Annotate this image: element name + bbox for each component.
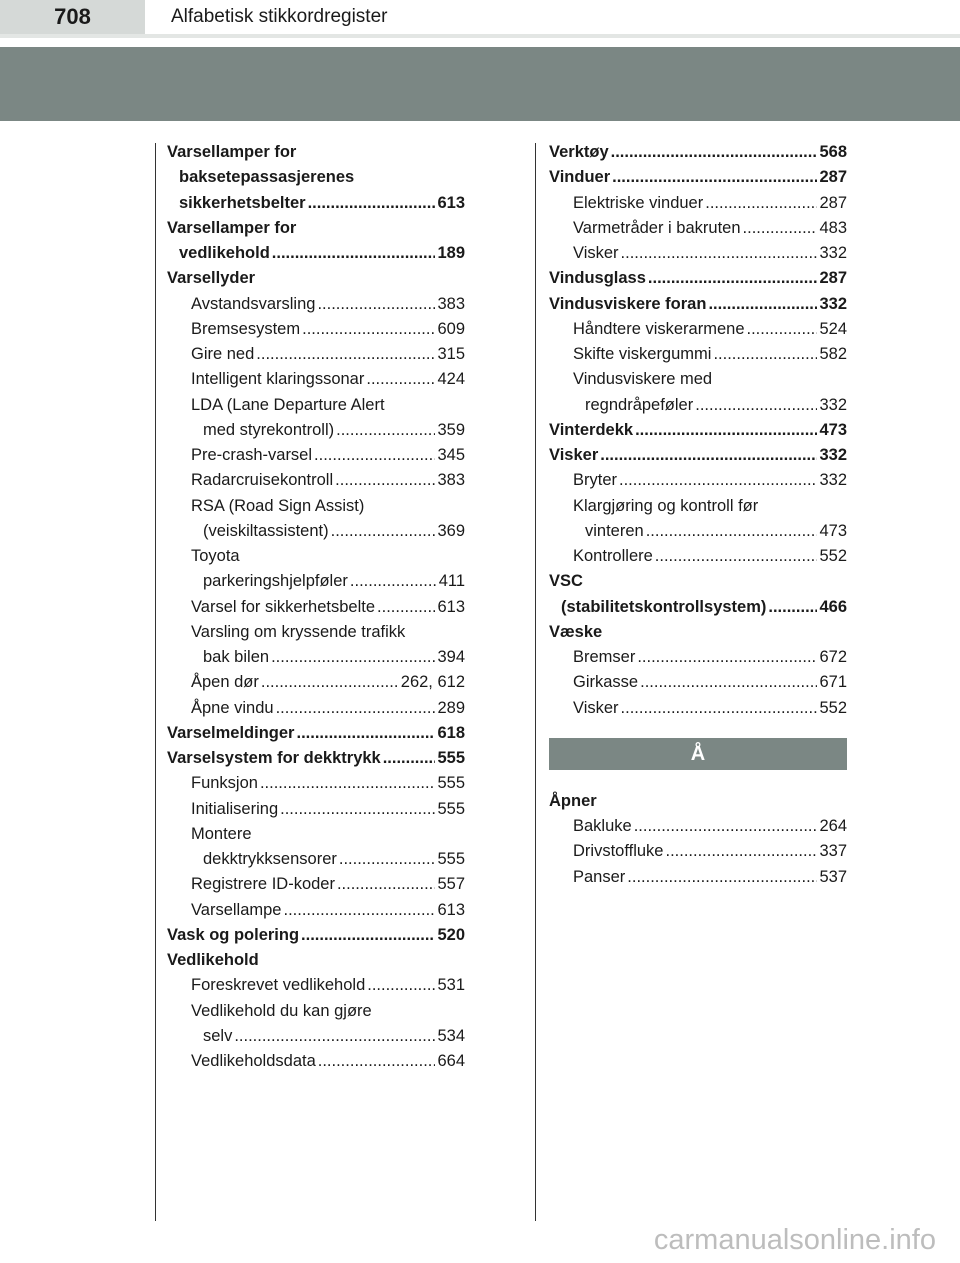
header-divider bbox=[0, 34, 960, 38]
entry-page: 332 bbox=[819, 244, 847, 262]
dot-leader bbox=[695, 393, 817, 418]
dot-leader bbox=[301, 923, 435, 948]
entry-term: (veiskiltassistent) bbox=[203, 521, 329, 540]
entry-page: 664 bbox=[437, 1052, 465, 1070]
entry-term: Varsellyder bbox=[167, 269, 256, 288]
index-entry bbox=[191, 367, 465, 392]
entry-page: 337 bbox=[819, 842, 847, 861]
entry-term: Vinduer bbox=[549, 168, 611, 187]
index-list-section bbox=[549, 789, 847, 890]
dot-leader bbox=[655, 544, 818, 569]
entry-page: 552 bbox=[819, 698, 847, 717]
dot-leader bbox=[337, 872, 436, 897]
entry-term: Varsling om kryssende trafikk bbox=[191, 622, 406, 641]
index-entry bbox=[191, 342, 465, 367]
chapter-banner bbox=[0, 47, 960, 121]
entry-term: Girkasse bbox=[573, 673, 639, 692]
entry-page: 473 bbox=[819, 521, 847, 540]
entry-term: Vindusglass bbox=[549, 269, 646, 288]
entry-page: 555 bbox=[437, 774, 465, 793]
entry-term: Kontrollere bbox=[573, 547, 653, 565]
entry-page: 287 bbox=[819, 168, 847, 187]
entry-page: 613 bbox=[437, 597, 465, 616]
index-entry bbox=[203, 847, 465, 872]
entry-term: vedlikehold bbox=[179, 244, 270, 262]
entry-term: Bremser bbox=[573, 648, 636, 666]
entry-term: Initialisering bbox=[191, 799, 279, 818]
entry-term: Pre-crash-varsel bbox=[191, 446, 313, 464]
dot-leader bbox=[339, 847, 436, 872]
dot-leader bbox=[276, 696, 436, 721]
entry-term: Vinterdekk bbox=[549, 420, 634, 439]
index-entry bbox=[573, 468, 847, 493]
entry-term: Varselsystem for dekktrykk bbox=[167, 749, 381, 767]
entry-term: Elektriske vinduer bbox=[573, 193, 704, 212]
dot-leader bbox=[611, 140, 818, 165]
dot-leader bbox=[335, 468, 435, 493]
dot-leader bbox=[314, 443, 435, 468]
dot-leader bbox=[302, 317, 435, 342]
index-list-left bbox=[167, 140, 465, 1074]
index-entry bbox=[203, 645, 465, 670]
entry-page: 262, 612 bbox=[400, 673, 465, 692]
index-entry bbox=[191, 999, 465, 1024]
index-entry bbox=[179, 241, 465, 266]
dot-leader bbox=[634, 814, 818, 839]
entry-page: 534 bbox=[437, 1026, 465, 1045]
entry-term: Varsel for sikkerhetsbelte bbox=[191, 597, 376, 616]
entry-term: Verktøy bbox=[549, 143, 609, 161]
index-list-right bbox=[549, 140, 847, 721]
index-entry bbox=[167, 948, 465, 973]
index-entry bbox=[191, 317, 465, 342]
dot-leader bbox=[635, 418, 817, 443]
index-entry bbox=[573, 317, 847, 342]
entry-term: Varsellamper for bbox=[167, 218, 297, 237]
dot-leader bbox=[377, 595, 435, 620]
dot-leader bbox=[296, 721, 435, 746]
entry-term: Montere bbox=[191, 824, 252, 843]
entry-term: Åpner bbox=[549, 791, 597, 810]
entry-page: 264 bbox=[819, 817, 847, 835]
entry-page: 537 bbox=[819, 867, 847, 886]
entry-page: 332 bbox=[819, 446, 847, 464]
dot-leader bbox=[366, 367, 435, 392]
entry-term: baksetepassasjerenes bbox=[179, 168, 355, 187]
entry-term: Åpne vindu bbox=[191, 698, 274, 717]
entry-term: Bryter bbox=[573, 471, 618, 490]
index-entry bbox=[191, 973, 465, 998]
entry-page: 189 bbox=[437, 244, 465, 262]
index-entry bbox=[573, 216, 847, 241]
index-entry bbox=[191, 544, 465, 569]
entry-term: Varselmeldinger bbox=[167, 723, 295, 742]
dot-leader bbox=[260, 771, 436, 796]
dot-leader bbox=[621, 241, 818, 266]
dot-leader bbox=[283, 898, 435, 923]
index-entry bbox=[573, 696, 847, 721]
dot-leader bbox=[272, 241, 436, 266]
entry-page: 411 bbox=[438, 572, 465, 591]
index-entry bbox=[549, 620, 847, 645]
entry-page: 568 bbox=[819, 143, 847, 161]
index-entry bbox=[573, 191, 847, 216]
entry-term: sikkerhetsbelter bbox=[179, 193, 306, 212]
entry-page: 613 bbox=[437, 193, 465, 212]
index-entry bbox=[549, 569, 847, 594]
index-column-right bbox=[549, 140, 847, 890]
index-entry bbox=[585, 519, 847, 544]
entry-term: LDA (Lane Departure Alert bbox=[191, 395, 385, 414]
entry-term: Bremsesystem bbox=[191, 319, 301, 338]
entry-term: Varsellamper for bbox=[167, 143, 297, 161]
dot-leader bbox=[708, 292, 817, 317]
dot-leader bbox=[261, 670, 399, 695]
index-entry bbox=[191, 771, 465, 796]
index-entry bbox=[167, 140, 465, 165]
index-entry bbox=[203, 519, 465, 544]
index-entry bbox=[573, 342, 847, 367]
entry-page: 557 bbox=[437, 875, 465, 894]
entry-page: 531 bbox=[437, 976, 465, 995]
page-header bbox=[0, 0, 960, 38]
index-entry bbox=[191, 822, 465, 847]
watermark: carmanualsonline.info bbox=[653, 1224, 936, 1256]
entry-page: 473 bbox=[819, 420, 847, 439]
section-header-a-ring: Å bbox=[549, 738, 847, 770]
entry-term: Intelligent klaringssonar bbox=[191, 370, 365, 389]
entry-term: Vedlikehold du kan gjøre bbox=[191, 1001, 372, 1020]
dot-leader bbox=[665, 839, 817, 864]
index-entry bbox=[573, 865, 847, 890]
index-entry bbox=[573, 241, 847, 266]
entry-term: Vindusviskere foran bbox=[549, 294, 707, 313]
entry-page: 394 bbox=[437, 648, 465, 666]
entry-page: 383 bbox=[437, 471, 465, 490]
dot-leader bbox=[600, 443, 817, 468]
entry-term: Vedlikehold bbox=[167, 951, 259, 969]
index-column-left bbox=[167, 140, 465, 1074]
entry-page: 613 bbox=[437, 900, 465, 919]
index-entry bbox=[191, 595, 465, 620]
entry-term: Varmetråder i bakruten bbox=[573, 218, 741, 237]
entry-term: Vedlikeholdsdata bbox=[191, 1052, 316, 1070]
index-entry bbox=[573, 544, 847, 569]
index-entry bbox=[191, 468, 465, 493]
index-entry bbox=[191, 696, 465, 721]
index-entry bbox=[191, 872, 465, 897]
entry-page: 609 bbox=[437, 319, 465, 338]
index-entry bbox=[167, 266, 465, 291]
index-entry bbox=[191, 292, 465, 317]
entry-page: 383 bbox=[437, 294, 465, 313]
entry-page: 672 bbox=[819, 648, 847, 666]
dot-leader bbox=[234, 1024, 435, 1049]
entry-term: Radarcruisekontroll bbox=[191, 471, 334, 490]
dot-leader bbox=[612, 165, 817, 190]
entry-page: 466 bbox=[819, 597, 847, 616]
entry-term: VSC bbox=[549, 572, 583, 591]
column-divider-middle bbox=[535, 143, 536, 1221]
entry-page: 555 bbox=[437, 799, 465, 818]
entry-page: 618 bbox=[437, 723, 465, 742]
dot-leader bbox=[383, 746, 436, 771]
entry-page: 359 bbox=[437, 420, 465, 439]
dot-leader bbox=[318, 1049, 436, 1074]
index-entry bbox=[561, 595, 847, 620]
dot-leader bbox=[280, 797, 435, 822]
entry-page: 671 bbox=[819, 673, 847, 692]
entry-term: Panser bbox=[573, 867, 626, 886]
dot-leader bbox=[621, 696, 818, 721]
entry-term: Skifte viskergummi bbox=[573, 345, 712, 363]
entry-page: 483 bbox=[819, 218, 847, 237]
index-entry bbox=[573, 670, 847, 695]
index-entry bbox=[573, 494, 847, 519]
dot-leader bbox=[713, 342, 817, 367]
entry-term: Visker bbox=[573, 698, 619, 717]
entry-page: 289 bbox=[437, 698, 465, 717]
entry-page: 424 bbox=[437, 370, 465, 389]
dot-leader bbox=[336, 418, 435, 443]
dot-leader bbox=[705, 191, 817, 216]
index-entry bbox=[549, 165, 847, 190]
index-entry bbox=[191, 1049, 465, 1074]
page-title: Alfabetisk stikkordregister bbox=[171, 6, 388, 27]
entry-term: dekktrykksensorer bbox=[203, 850, 337, 868]
entry-term: Åpen dør bbox=[191, 673, 259, 692]
index-entry bbox=[167, 216, 465, 241]
index-entry bbox=[179, 191, 465, 216]
index-entry bbox=[203, 1024, 465, 1049]
index-entry bbox=[549, 292, 847, 317]
entry-page: 332 bbox=[819, 294, 847, 313]
index-entry bbox=[573, 839, 847, 864]
entry-term: (stabilitetskontrollsystem) bbox=[561, 597, 767, 616]
index-entry bbox=[549, 443, 847, 468]
column-divider-left bbox=[155, 143, 156, 1221]
index-entry bbox=[191, 393, 465, 418]
entry-term: Funksjon bbox=[191, 774, 258, 793]
dot-leader bbox=[331, 519, 436, 544]
index-entry bbox=[203, 418, 465, 443]
index-entry bbox=[549, 140, 847, 165]
entry-page: 332 bbox=[819, 395, 847, 414]
index-entry bbox=[167, 721, 465, 746]
dot-leader bbox=[640, 670, 817, 695]
dot-leader bbox=[367, 973, 435, 998]
entry-term: Væske bbox=[549, 622, 603, 641]
index-entry bbox=[573, 645, 847, 670]
index-entry bbox=[191, 670, 465, 695]
index-entry bbox=[167, 923, 465, 948]
entry-term: Vask og polering bbox=[167, 925, 300, 944]
entry-page: 524 bbox=[819, 319, 847, 338]
index-entry bbox=[549, 418, 847, 443]
dot-leader bbox=[317, 292, 435, 317]
entry-page: 315 bbox=[437, 345, 465, 363]
entry-term: vinteren bbox=[585, 521, 644, 540]
entry-term: Drivstoffluke bbox=[573, 842, 664, 861]
entry-page: 552 bbox=[819, 547, 847, 565]
dot-leader bbox=[308, 191, 436, 216]
index-entry bbox=[203, 569, 465, 594]
entry-term: Bakluke bbox=[573, 817, 632, 835]
entry-term: Visker bbox=[549, 446, 599, 464]
entry-term: Håndtere viskerarmene bbox=[573, 319, 745, 338]
index-entry bbox=[573, 814, 847, 839]
index-entry bbox=[191, 797, 465, 822]
entry-page: 555 bbox=[437, 850, 465, 868]
index-entry bbox=[191, 898, 465, 923]
index-entry bbox=[191, 620, 465, 645]
index-entry bbox=[191, 494, 465, 519]
entry-term: Foreskrevet vedlikehold bbox=[191, 976, 366, 995]
entry-term: Gire ned bbox=[191, 345, 255, 363]
page-number: 708 bbox=[0, 0, 145, 34]
dot-leader bbox=[619, 468, 817, 493]
entry-term: RSA (Road Sign Assist) bbox=[191, 496, 365, 515]
entry-term: Vindusviskere med bbox=[573, 370, 713, 389]
index-entry bbox=[549, 789, 847, 814]
dot-leader bbox=[648, 266, 818, 291]
dot-leader bbox=[646, 519, 818, 544]
dot-leader bbox=[350, 569, 437, 594]
entry-term: Klargjøring og kontroll før bbox=[573, 496, 759, 515]
dot-leader bbox=[271, 645, 435, 670]
entry-term: Toyota bbox=[191, 547, 240, 565]
index-entry bbox=[167, 746, 465, 771]
entry-page: 520 bbox=[437, 925, 465, 944]
index-entry bbox=[585, 393, 847, 418]
entry-page: 555 bbox=[437, 749, 465, 767]
entry-page: 332 bbox=[819, 471, 847, 490]
entry-term: selv bbox=[203, 1026, 233, 1045]
index-entry bbox=[573, 367, 847, 392]
dot-leader bbox=[637, 645, 817, 670]
entry-page: 582 bbox=[819, 345, 847, 363]
entry-term: Avstandsvarsling bbox=[191, 294, 316, 313]
index-entry bbox=[179, 165, 465, 190]
entry-term: bak bilen bbox=[203, 648, 270, 666]
dot-leader bbox=[747, 317, 818, 342]
entry-term: regndråpeføler bbox=[585, 395, 694, 414]
entry-page: 369 bbox=[437, 521, 465, 540]
dot-leader bbox=[743, 216, 818, 241]
entry-term: Registrere ID-koder bbox=[191, 875, 335, 894]
index-entry bbox=[191, 443, 465, 468]
index-entry bbox=[549, 266, 847, 291]
entry-page: 287 bbox=[819, 269, 847, 288]
entry-term: med styrekontroll) bbox=[203, 420, 335, 439]
entry-term: Varsellampe bbox=[191, 900, 282, 919]
dot-leader bbox=[627, 865, 817, 890]
entry-term: parkeringshjelpføler bbox=[203, 572, 348, 591]
entry-page: 345 bbox=[437, 446, 465, 464]
entry-page: 287 bbox=[819, 193, 847, 212]
dot-leader bbox=[768, 595, 817, 620]
entry-term: Visker bbox=[573, 244, 619, 262]
dot-leader bbox=[256, 342, 435, 367]
